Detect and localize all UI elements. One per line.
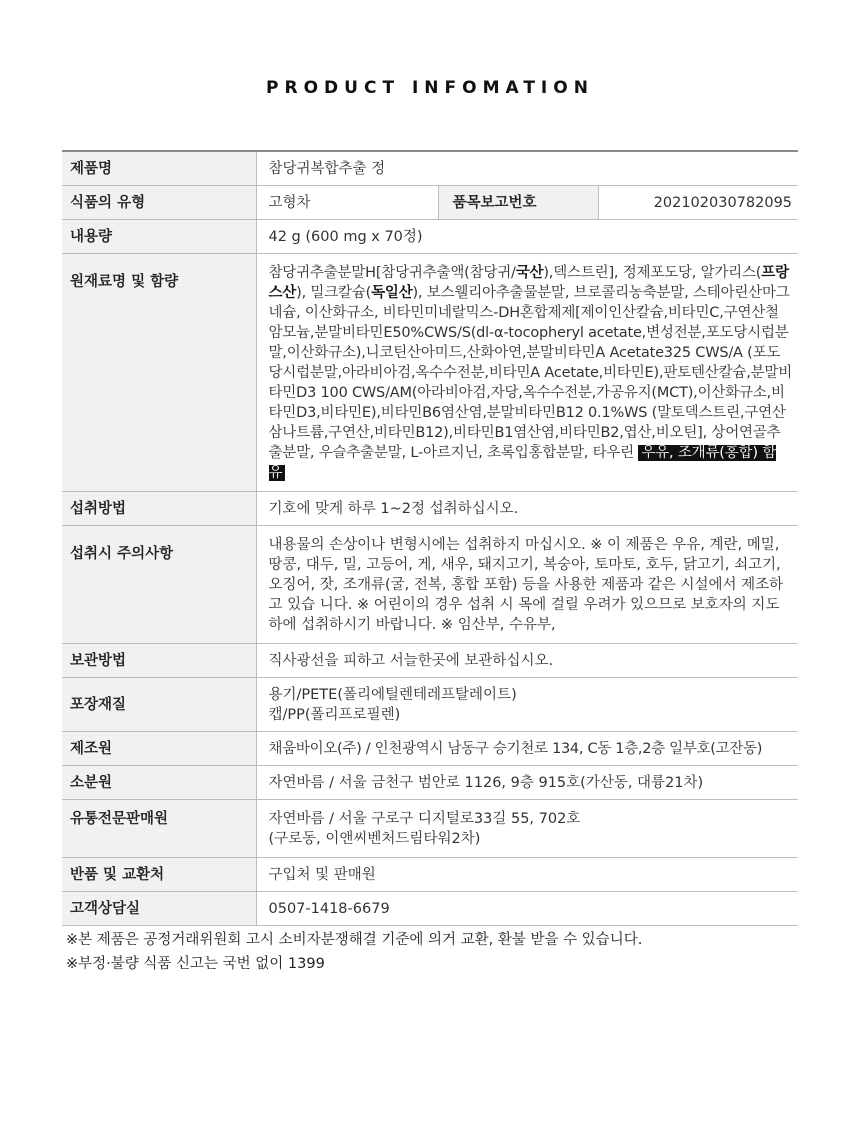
seller-value: 자연바름 / 서울 금천구 범안로 1126, 9층 915호(가산동, 대륭21차) (256, 766, 798, 800)
ingredients-value (256, 254, 798, 492)
origin-korea: 국산 (515, 265, 544, 281)
storage-label: 보관방법 (62, 644, 256, 678)
returns-value: 구입처 및 판매원 (256, 858, 798, 892)
report-number-value: 202102030782095 (598, 186, 798, 220)
row-storage (62, 644, 798, 678)
row-ingredients (62, 254, 798, 492)
footnote-report: ※부정·불량 식품 신고는 국번 없이 1399 (66, 956, 325, 972)
customer-service-label: 고객상담실 (62, 892, 256, 926)
capacity-label: 내용량 (62, 220, 256, 254)
row-manufacturer (62, 732, 798, 766)
row-precautions (62, 526, 798, 644)
product-name-label: 제품명 (62, 151, 256, 186)
page-title: PRODUCT INFOMATION (266, 78, 594, 98)
storage-value: 직사광선을 피하고 서늘한곳에 보관하십시오. (256, 644, 798, 678)
intake-method-label: 섭취방법 (62, 492, 256, 526)
row-distributor (62, 800, 798, 858)
footnote-refund: ※본 제품은 공정거래위원회 고시 소비자분쟁해결 기준에 의거 교환, 환불 받을 수 있습니다. (66, 932, 643, 948)
ingredients-text: ),덱스트린], 정제포도당, 알가리스( (543, 265, 762, 281)
report-number-label: 품목보고번호 (438, 186, 598, 220)
food-type-value: 고형차 (256, 186, 438, 220)
distributor-value (256, 800, 798, 858)
precautions-label: 섭취시 주의사항 (62, 526, 256, 644)
ingredients-text: 참당귀추출분말H[참당귀추출액(참당귀/ (268, 265, 516, 281)
ingredients-label: 원재료명 및 함량 (62, 254, 256, 492)
seller-label: 소분원 (62, 766, 256, 800)
packaging-value (256, 678, 798, 732)
row-customer-service (62, 892, 798, 926)
manufacturer-label: 제조원 (62, 732, 256, 766)
returns-label: 반품 및 교환처 (62, 858, 256, 892)
ingredients-text: ), 밀크칼슘( (296, 285, 372, 301)
row-intake-method (62, 492, 798, 526)
row-packaging (62, 678, 798, 732)
intake-method-value: 기호에 맞게 하루 1~2정 섭취하십시오. (256, 492, 798, 526)
origin-france: 프랑스산 (268, 265, 789, 301)
row-seller (62, 766, 798, 800)
manufacturer-value: 채움바이오(주) / 인천광역시 남동구 승기천로 134, C동 1층,2층 일부호(고잔동) (256, 732, 798, 766)
allergen-highlight: 우유, 조개류(홍합) 함유 (268, 445, 777, 481)
product-name-value: 참당귀복합추출 정 (256, 151, 798, 186)
packaging-line: 용기/PETE(폴리에틸렌테레프탈레이트) (268, 687, 517, 703)
packaging-label: 포장재질 (62, 678, 256, 732)
ingredients-text: ), 보스웰리아추출물분말, 브로콜리농축분말, 스테아린산마그네슘, 이산화규소, 비타민미네랄믹스-DH혼합제제[제이인산칼슘,비타민C,구연산철암모늄,분말비타민E50%CWS/S(dl-α-tocopheryl acetate,변성전분,포도당시럽분말,이산화규소),니코틴산아미드,산화아연,분말비타민A Acetate325 CWS/A (포도당시럽분말,아라비아검,옥수수전분,비타민A Acetate,비타민E),판토텐산칼슘,분말비타민D3 100 CWS/AM(아라비아검,자당,옥수수전분,가공유지(MCT),이산화규소,비타민D3,비타민E),비타민B6염산염,분말비타민B12 0.1%WS (말토덱스트린,구연산삼나트륨,구연산,비타민B12),비타민B1염산염,비타민B2,엽산,비오틴], 상어연골추출분말, 우슬추출분말, L-아르지닌, 초록입홍합분말, 타우린 (268, 285, 793, 461)
row-returns (62, 858, 798, 892)
row-capacity (62, 220, 798, 254)
distributor-line: 자연바름 / 서울 구로구 디지털로33길 55, 702호 (268, 811, 581, 827)
origin-germany: 독일산 (371, 285, 413, 301)
row-product-name (62, 151, 798, 186)
precautions-value: 내용물의 손상이나 변형시에는 섭취하지 마십시오. ※ 이 제품은 우유, 계란, 메밀, 땅콩, 대두, 밀, 고등어, 게, 새우, 돼지고기, 복숭아, 토마토, 호두, 닭고기, 쇠고기, 오징어, 잣, 조개류(굴, 전복, 홍합 포함) 등을 사용한 제품과 같은 시설에서 제조하고 있습 니다. ※ 어린이의 경우 섭취 시 목에 걸릴 우려가 있으므로 보호자의 지도하에 섭취하시기 바랍니다. ※ 임산부, 수유부, (256, 526, 798, 644)
distributor-label: 유통전문판매원 (62, 800, 256, 858)
footnotes (66, 928, 642, 976)
product-info-table (62, 150, 798, 926)
food-type-label: 식품의 유형 (62, 186, 256, 220)
packaging-line: 캡/PP(폴리프로필렌) (268, 707, 401, 723)
customer-service-value: 0507-1418-6679 (256, 892, 798, 926)
row-food-type (62, 186, 798, 220)
distributor-line: (구로동, 이앤씨벤처드림타워2차) (268, 831, 481, 847)
capacity-value: 42 g (600 mg x 70정) (256, 220, 798, 254)
